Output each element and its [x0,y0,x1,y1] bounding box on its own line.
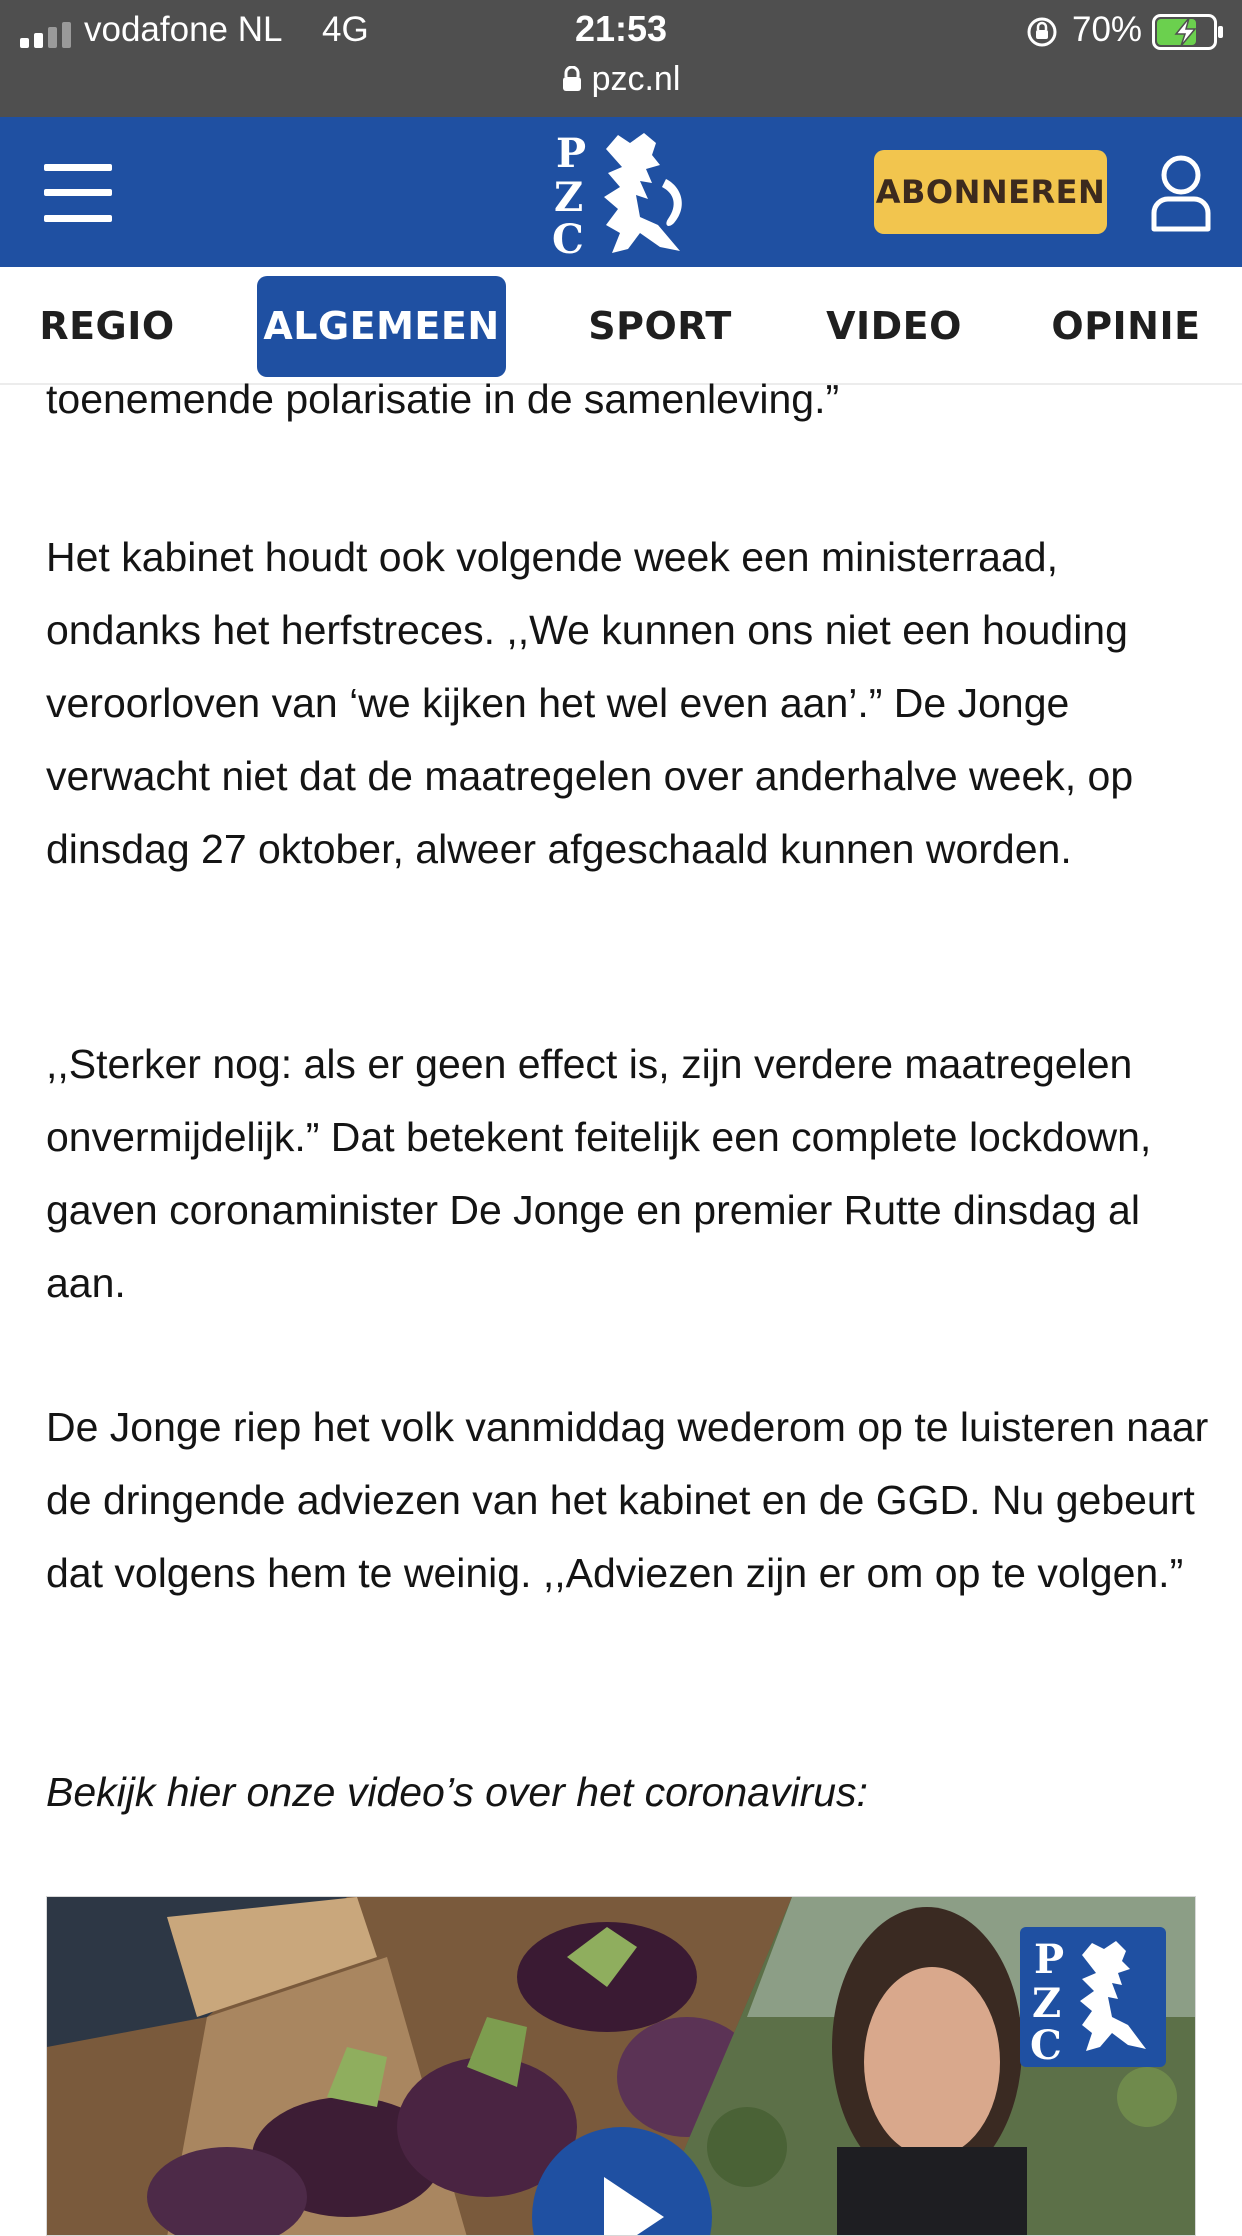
rotation-lock-icon [1026,16,1058,48]
svg-text:C: C [1030,2022,1062,2067]
play-icon [532,2127,712,2236]
clock: 21:53 [574,8,668,49]
pzc-logo [1020,1927,1166,2067]
svg-text:Z: Z [554,174,584,221]
video-player[interactable] [46,1896,1196,2236]
tab-video[interactable]: VIDEO [826,304,962,348]
svg-text:Z: Z [1032,1980,1062,2027]
network-type: 4G [322,10,369,49]
status-bar [0,0,1242,117]
battery-percentage: 70% [1072,10,1143,49]
battery-charging-icon [1152,14,1224,50]
tab-regio[interactable]: REGIO [39,304,175,348]
address-bar[interactable] [0,60,1242,99]
subscribe-button[interactable]: ABONNEREN [874,150,1107,234]
article-paragraph: toenemende polarisatie in de samenleving.” [46,376,840,422]
url-text: pzc.nl [591,60,681,98]
video-intro-text: Bekijk hier onze video’s over het coronavirus: [46,1769,868,1815]
svg-text:P: P [1034,1936,1065,1983]
svg-text:P: P [556,130,587,177]
hamburger-menu-icon[interactable] [44,164,112,222]
tab-algemeen[interactable]: ALGEMEEN [257,276,506,377]
tab-sport[interactable]: SPORT [588,304,732,348]
site-header [0,117,1242,267]
article-paragraph: De Jonge riep het volk vanmiddag wederom op te luisteren naar de dringende adviezen van het kabinet en de GGD. Nu gebeurt dat volgens hem te weinig. ,,Adviezen zijn er om op te volgen.” [46,1404,1209,1596]
user-account-icon[interactable] [1150,153,1212,233]
lock-icon [562,66,582,92]
article-paragraph: ,,Sterker nog: als er geen effect is, zijn verdere maatregelen onvermijdelijk.” Dat betekent feitelijk een complete lockdown, gaven coronaminister De Jonge en premier Rutte dinsdag al aan. [46,1041,1152,1306]
tab-opinie[interactable]: OPINIE [1051,304,1201,348]
pzc-logo[interactable] [548,129,694,257]
svg-text:C: C [552,216,584,257]
play-button[interactable] [532,2127,712,2236]
article-paragraph: Het kabinet houdt ook volgende week een ministerraad, ondanks het herfstreces. ,,We kunnen ons niet een houding veroorloven van ‘we kijken het wel even aan’.” De Jonge verwacht niet dat de maatregelen over anderhalve week, op dinsdag 27 oktober, alweer afgeschaald kunnen worden. [46,534,1134,872]
carrier-name: vodafone NL [84,10,283,49]
